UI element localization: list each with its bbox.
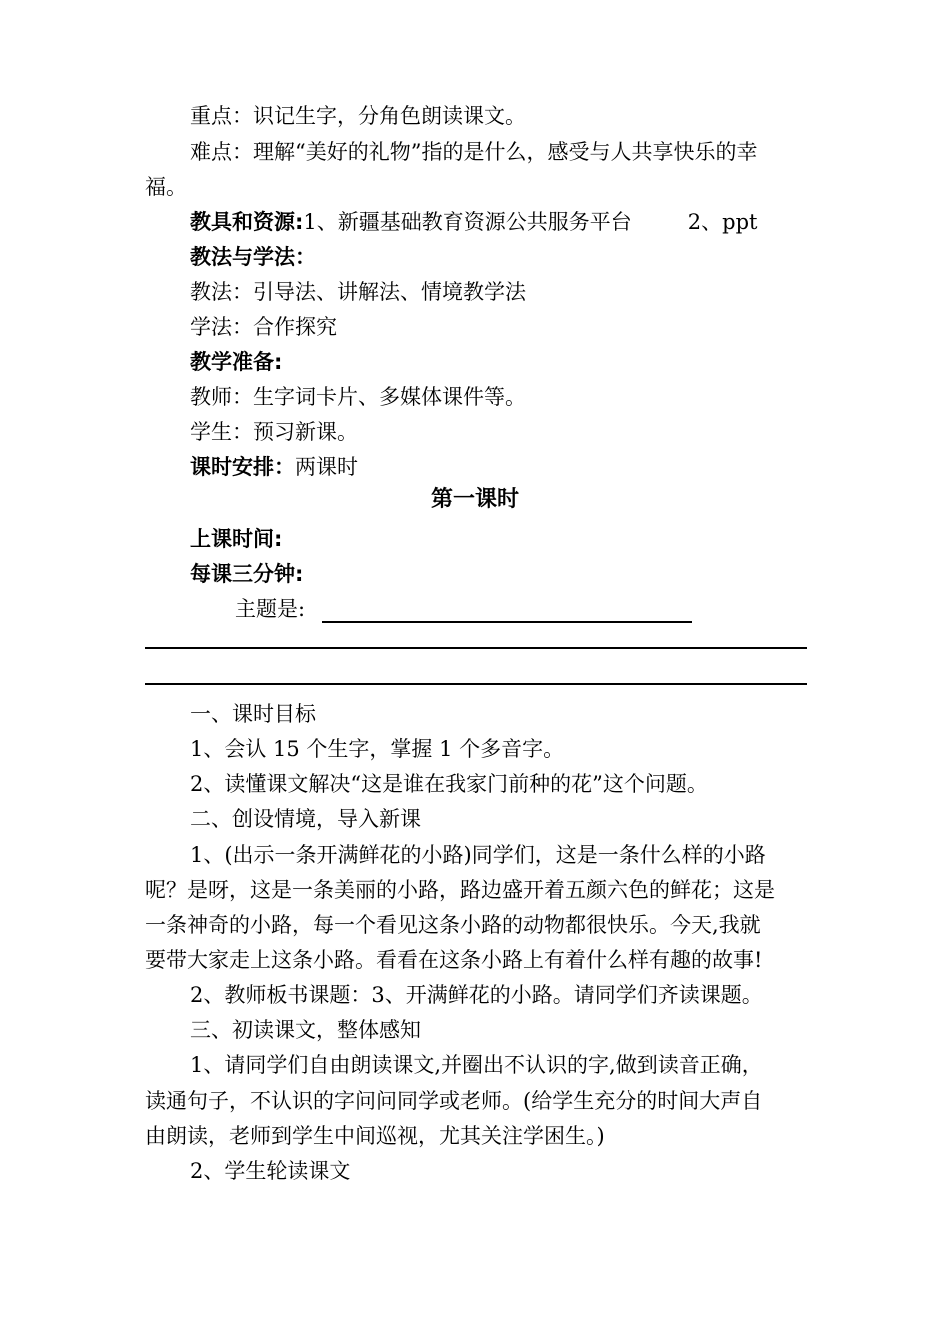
section-3-para-2: 2、学生轮读课文 (190, 1159, 351, 1183)
learning-method: 学法：合作探究 (190, 315, 337, 339)
section-2-para-1-line-4: 要带大家走上这条小路。看看在这条小路上有着什么样有趣的故事! (145, 948, 763, 972)
resources-item-1: 1、新疆基础教育资源公共服务平台 (303, 210, 632, 234)
blank-rule-1 (145, 647, 807, 649)
section-2-para-1-line-3: 一条神奇的小路，每一个看见这条小路的动物都很快乐。今天,我就 (145, 913, 761, 937)
schedule-value: 两课时 (295, 455, 358, 479)
resources-label: 教具和资源: (190, 210, 304, 234)
prep-label: 教学准备: (190, 350, 283, 374)
key-points: 重点：识记生字，分角色朗读课文。 (190, 104, 526, 128)
section-3-para-1-line-3: 由朗读，老师到学生中间巡视，尤其关注学困生。) (145, 1124, 605, 1148)
difficulty-line-1: 难点：理解“美好的礼物”指的是什么，感受与人共享快乐的幸 (190, 140, 758, 164)
section-2-title: 二、创设情境，导入新课 (190, 807, 421, 831)
section-1-title: 一、课时目标 (190, 702, 316, 726)
teaching-method: 教法：引导法、讲解法、情境教学法 (190, 280, 526, 304)
section-3-title: 三、初读课文，整体感知 (190, 1018, 421, 1042)
teacher-prep: 教师：生字词卡片、多媒体课件等。 (190, 385, 526, 409)
section-3-para-1-line-1: 1、请同学们自由朗读课文,并圈出不认识的字,做到读音正确， (190, 1053, 763, 1077)
schedule-line (190, 455, 817, 479)
resources-item-2: 2、ppt (687, 210, 758, 234)
section-1-item-1: 1、会认 15 个生字，掌握 1 个多音字。 (190, 737, 565, 761)
section-3-para-1-line-2: 读通句子，不认识的字问问同学或老师。(给学生充分的时间大声自 (145, 1089, 763, 1113)
class-time-label: 上课时间: (190, 527, 283, 551)
student-prep: 学生：预习新课。 (190, 420, 358, 444)
methods-label: 教法与学法： (190, 245, 316, 269)
schedule-label: 课时安排： (190, 455, 295, 479)
theme-blank-line (322, 621, 692, 623)
section-2-para-1-line-1: 1、(出示一条开满鲜花的小路)同学们，这是一条什么样的小路 (190, 843, 766, 867)
blank-rule-2 (145, 683, 807, 685)
resources-line (190, 210, 817, 234)
section-1-item-2: 2、读懂课文解决“这是谁在我家门前种的花”这个问题。 (190, 772, 708, 796)
lesson-title: 第一课时 (430, 487, 519, 512)
three-minutes-label: 每课三分钟: (190, 562, 304, 586)
theme-label: 主题是: (235, 597, 306, 621)
section-2-para-1-line-2: 呢？是呀，这是一条美丽的小路，路边盛开着五颜六色的鲜花；这是 (145, 878, 775, 902)
difficulty-line-2: 福。 (145, 175, 187, 199)
section-2-para-2: 2、教师板书课题：3、开满鲜花的小路。请同学们齐读课题。 (190, 983, 763, 1007)
